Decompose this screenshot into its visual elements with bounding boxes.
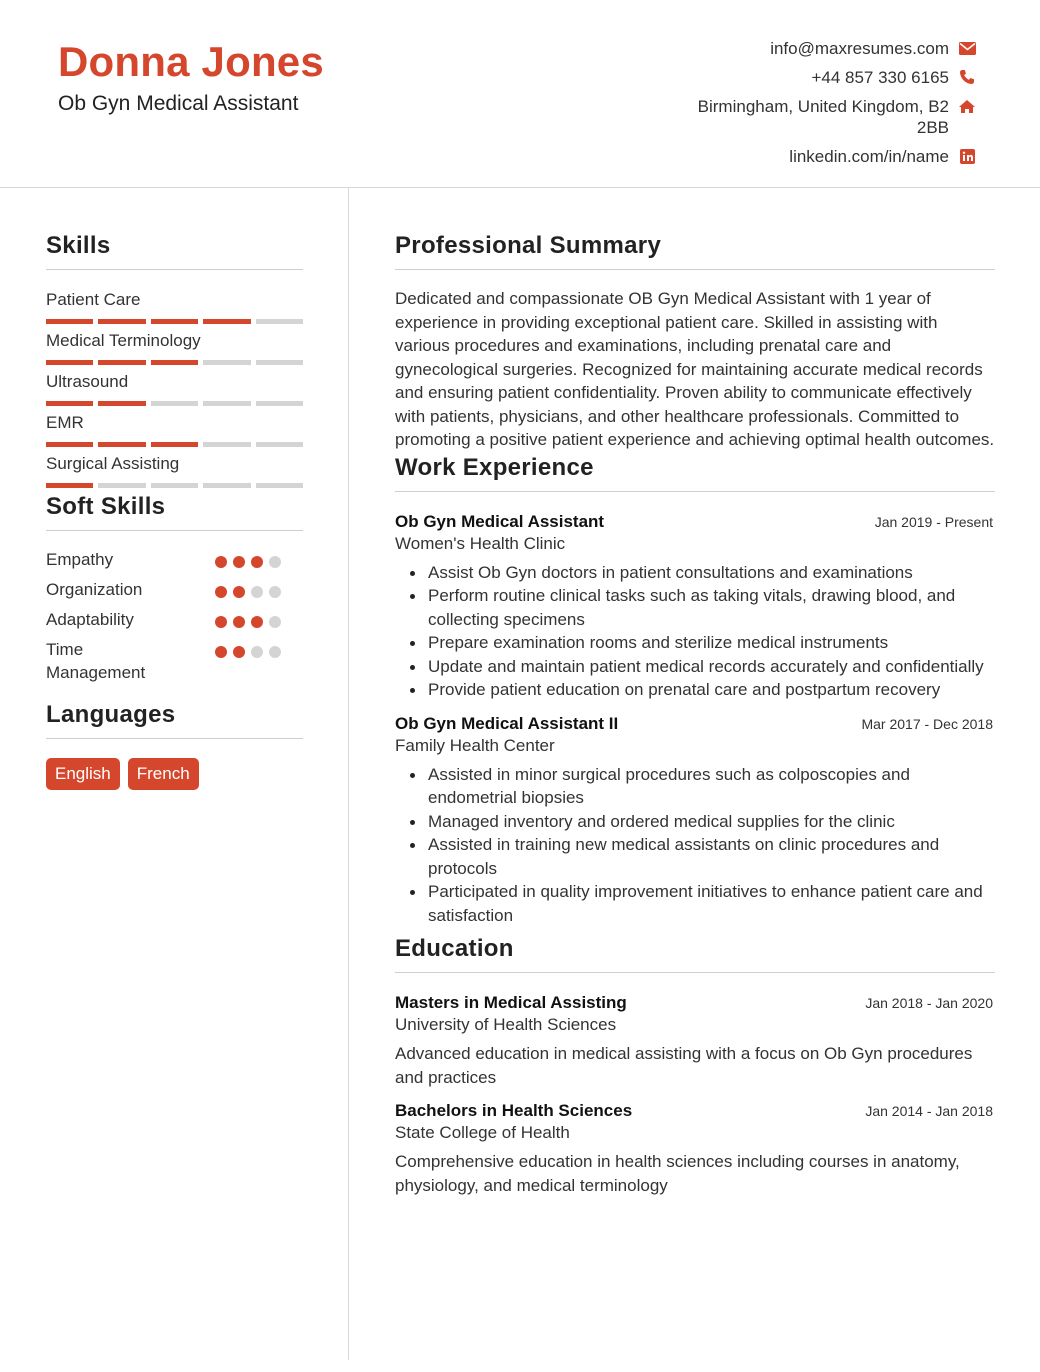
rating-dot — [233, 586, 245, 598]
soft-skill-rating — [215, 556, 281, 568]
skill-level-segment — [256, 483, 303, 488]
job-date: Jan 2019 - Present — [874, 513, 993, 530]
language-tag: French — [128, 758, 199, 790]
skill-level-segment — [151, 401, 198, 406]
soft-skill-item — [46, 548, 303, 578]
phone-text[interactable]: +44 857 330 6165 — [811, 68, 949, 87]
job-bullet: Perform routine clinical tasks such as taking vitals, drawing blood, and collecting specimens — [395, 584, 995, 631]
skill-level-bar — [46, 360, 303, 365]
rating-dot — [269, 586, 281, 598]
skill-level-segment — [98, 401, 145, 406]
rating-dot — [269, 646, 281, 658]
contact-block — [636, 38, 976, 175]
skill-level-segment — [203, 360, 250, 365]
degree-title: Masters in Medical Assisting — [395, 993, 627, 1012]
skill-item — [46, 372, 303, 406]
candidate-role: Ob Gyn Medical Assistant — [58, 92, 299, 115]
soft-skill-rating — [215, 586, 281, 598]
job-organization: Women's Health Clinic — [395, 533, 566, 553]
skill-name: Patient Care — [46, 290, 141, 309]
education-entry — [395, 1101, 995, 1197]
rating-dot — [215, 616, 227, 628]
rating-dot — [269, 556, 281, 568]
job-bullet: Provide patient education on prenatal care and postpartum recovery — [395, 678, 995, 702]
soft-skill-rating — [215, 616, 281, 628]
skill-level-segment — [151, 319, 198, 324]
skill-level-segment — [46, 442, 93, 447]
skill-level-bar — [46, 401, 303, 406]
rating-dot — [215, 556, 227, 568]
soft-skills-list — [46, 548, 303, 692]
soft-skill-name: Adaptability — [46, 610, 134, 629]
skill-level-segment — [203, 442, 250, 447]
rating-dot — [251, 586, 263, 598]
job-bullet: Managed inventory and ordered medical supplies for the clinic — [395, 810, 995, 834]
contact-linkedin[interactable] — [636, 146, 976, 167]
job-header — [395, 512, 995, 532]
skill-level-segment — [98, 360, 145, 365]
skill-level-segment — [256, 360, 303, 365]
job-bullets — [395, 561, 995, 702]
job-title: Ob Gyn Medical Assistant — [395, 511, 605, 531]
skill-name: Surgical Assisting — [46, 454, 180, 473]
skills-list — [46, 290, 303, 488]
soft-skill-item — [46, 638, 303, 692]
skill-item — [46, 454, 303, 488]
job-bullet: Assisted in minor surgical procedures such as colposcopies and endometrial biopsies — [395, 763, 995, 810]
soft-skill-name: Time Management — [46, 640, 146, 682]
skills-heading: Skills — [46, 232, 303, 270]
job-title: Ob Gyn Medical Assistant II — [395, 713, 619, 733]
summary-heading: Professional Summary — [395, 232, 995, 270]
soft-skills-heading: Soft Skills — [46, 493, 303, 531]
job-date: Mar 2017 - Dec 2018 — [861, 715, 993, 732]
language-tag: English — [46, 758, 120, 790]
candidate-name: Donna Jones — [58, 38, 324, 85]
rating-dot — [251, 646, 263, 658]
job-bullet: Assisted in training new medical assistants on clinic procedures and protocols — [395, 833, 995, 880]
skill-level-segment — [151, 442, 198, 447]
soft-skill-item — [46, 578, 303, 608]
skill-level-segment — [203, 319, 250, 324]
column-divider — [348, 188, 349, 1360]
rating-dot — [233, 646, 245, 658]
contact-address — [636, 96, 976, 138]
skill-item — [46, 413, 303, 447]
contact-phone[interactable] — [636, 67, 976, 88]
experience-list — [395, 512, 995, 928]
email-text[interactable]: info@maxresumes.com — [770, 39, 949, 58]
languages-heading: Languages — [46, 701, 303, 739]
skill-level-segment — [203, 483, 250, 488]
job-entry — [395, 714, 995, 928]
contact-email[interactable] — [636, 38, 976, 59]
experience-heading: Work Experience — [395, 454, 995, 492]
skill-level-segment — [256, 442, 303, 447]
skill-level-bar — [46, 319, 303, 324]
education-date: Jan 2018 - Jan 2020 — [865, 995, 993, 1011]
skill-name: EMR — [46, 413, 84, 432]
rating-dot — [251, 616, 263, 628]
left-column — [46, 232, 303, 790]
rating-dot — [269, 616, 281, 628]
rating-dot — [233, 556, 245, 568]
resume-header — [0, 0, 1040, 188]
education-heading: Education — [395, 935, 995, 973]
summary-text: Dedicated and compassionate OB Gyn Medical Assistant with 1 year of experience in providing exceptional patient care. Skilled in assisting with various procedures and examinations, including prenatal care and gynecological surgeries. Recognized for maintaining accurate medical records and ensuring patient confidentiality. Proven ability to communicate effectively with patients, physicians, and other healthcare professionals. Committed to promoting a positive patient experience and achieving optimal health outcomes. — [395, 289, 995, 449]
skill-level-segment — [256, 401, 303, 406]
job-bullets — [395, 763, 995, 928]
address-text: Birmingham, United Kingdom, B2 2BB — [697, 97, 949, 137]
home-icon — [958, 97, 976, 115]
skill-level-segment — [98, 319, 145, 324]
education-header — [395, 1101, 995, 1121]
linkedin-text[interactable]: linkedin.com/in/name — [789, 147, 949, 166]
job-entry — [395, 512, 995, 702]
envelope-icon — [958, 39, 976, 57]
right-column — [395, 232, 995, 1209]
job-organization: Family Health Center — [395, 735, 555, 755]
job-bullet: Assist Ob Gyn doctors in patient consultations and examinations — [395, 561, 995, 585]
skill-level-segment — [151, 483, 198, 488]
education-list — [395, 993, 995, 1197]
education-date: Jan 2014 - Jan 2018 — [865, 1103, 993, 1119]
phone-icon — [958, 68, 976, 86]
rating-dot — [215, 646, 227, 658]
skill-level-segment — [46, 401, 93, 406]
degree-title: Bachelors in Health Sciences — [395, 1101, 633, 1120]
job-bullet: Update and maintain patient medical records accurately and confidentially — [395, 655, 995, 679]
job-bullet: Participated in quality improvement initiatives to enhance patient care and satisfaction — [395, 880, 995, 927]
skill-level-segment — [46, 360, 93, 365]
skill-level-bar — [46, 483, 303, 488]
education-description: Comprehensive education in health sciences including courses in anatomy, physiology, and medical terminology — [395, 1152, 960, 1195]
job-header — [395, 714, 995, 734]
rating-dot — [215, 586, 227, 598]
soft-skill-item — [46, 608, 303, 638]
soft-skill-name: Empathy — [46, 550, 114, 569]
rating-dot — [233, 616, 245, 628]
skill-level-segment — [256, 319, 303, 324]
skill-name: Medical Terminology — [46, 331, 201, 350]
skill-item — [46, 331, 303, 365]
education-entry — [395, 993, 995, 1089]
rating-dot — [251, 556, 263, 568]
skill-level-segment — [151, 360, 198, 365]
education-description: Advanced education in medical assisting with a focus on Ob Gyn procedures and practices — [395, 1044, 973, 1087]
education-header — [395, 993, 995, 1013]
school-name: State College of Health — [395, 1123, 570, 1142]
skill-level-segment — [46, 319, 93, 324]
skill-level-bar — [46, 442, 303, 447]
school-name: University of Health Sciences — [395, 1015, 617, 1034]
job-bullet: Prepare examination rooms and sterilize medical instruments — [395, 631, 995, 655]
skill-level-segment — [46, 483, 93, 488]
soft-skill-rating — [215, 646, 281, 658]
skill-item — [46, 290, 303, 324]
skill-name: Ultrasound — [46, 372, 129, 391]
skill-level-segment — [98, 483, 145, 488]
linkedin-icon — [958, 147, 976, 165]
languages-list — [46, 758, 303, 790]
skill-level-segment — [98, 442, 145, 447]
soft-skill-name: Organization — [46, 580, 143, 599]
skill-level-segment — [203, 401, 250, 406]
